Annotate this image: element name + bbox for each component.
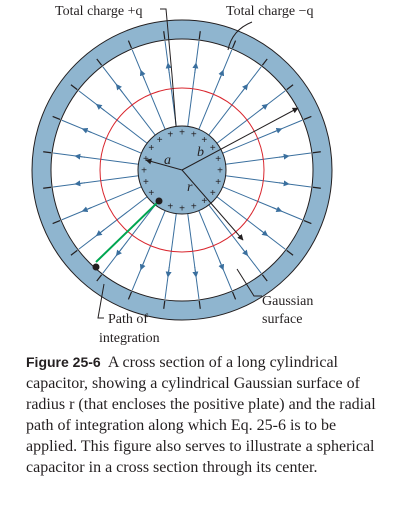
plus-charge: + bbox=[190, 201, 197, 213]
plus-charge: + bbox=[141, 165, 147, 177]
label-r: r bbox=[187, 180, 193, 195]
label-gaussian-line1: Gaussian bbox=[262, 294, 314, 309]
plus-charge: + bbox=[209, 187, 216, 199]
plus-charge: + bbox=[209, 143, 216, 155]
plus-charge: + bbox=[179, 127, 185, 139]
plus-charge: + bbox=[156, 134, 163, 146]
plus-charge: + bbox=[167, 129, 174, 141]
plus-charge: + bbox=[217, 165, 223, 177]
plus-charge: + bbox=[142, 153, 149, 165]
plus-charge: + bbox=[201, 196, 208, 208]
path-start-dot bbox=[156, 198, 163, 205]
label-total-charge-plus: Total charge +q bbox=[55, 4, 143, 19]
plus-charge: + bbox=[190, 129, 197, 141]
figure-caption bbox=[26, 352, 386, 478]
caption-text: A cross section of a long cylindrical capacitor, showing a cylindrical Gaussian surface of radius r (that encloses the positive plate) and the radial path of integration along which Eq. 25-6 is to be applied. This figure also serves to illustrate a spherical capacitor in a cross section through its center. bbox=[26, 354, 376, 476]
plus-charge: + bbox=[167, 201, 174, 213]
label-total-charge-minus: Total charge −q bbox=[226, 4, 314, 19]
plus-charge: + bbox=[201, 134, 208, 146]
plus-charge: + bbox=[215, 153, 222, 165]
label-a: a bbox=[164, 153, 171, 168]
plus-charge: + bbox=[215, 177, 222, 189]
path-end-dot bbox=[93, 264, 100, 271]
label-path-line1: Path of bbox=[108, 312, 149, 327]
plus-charge: + bbox=[142, 177, 149, 189]
plus-charge: + bbox=[148, 187, 155, 199]
figure-number: Figure 25-6 bbox=[26, 354, 101, 370]
label-gaussian-line2: surface bbox=[262, 312, 303, 327]
label-path-line2: integration bbox=[99, 331, 160, 346]
plus-charge: + bbox=[179, 203, 185, 215]
label-b: b bbox=[197, 145, 204, 160]
plus-charge: + bbox=[148, 143, 155, 155]
